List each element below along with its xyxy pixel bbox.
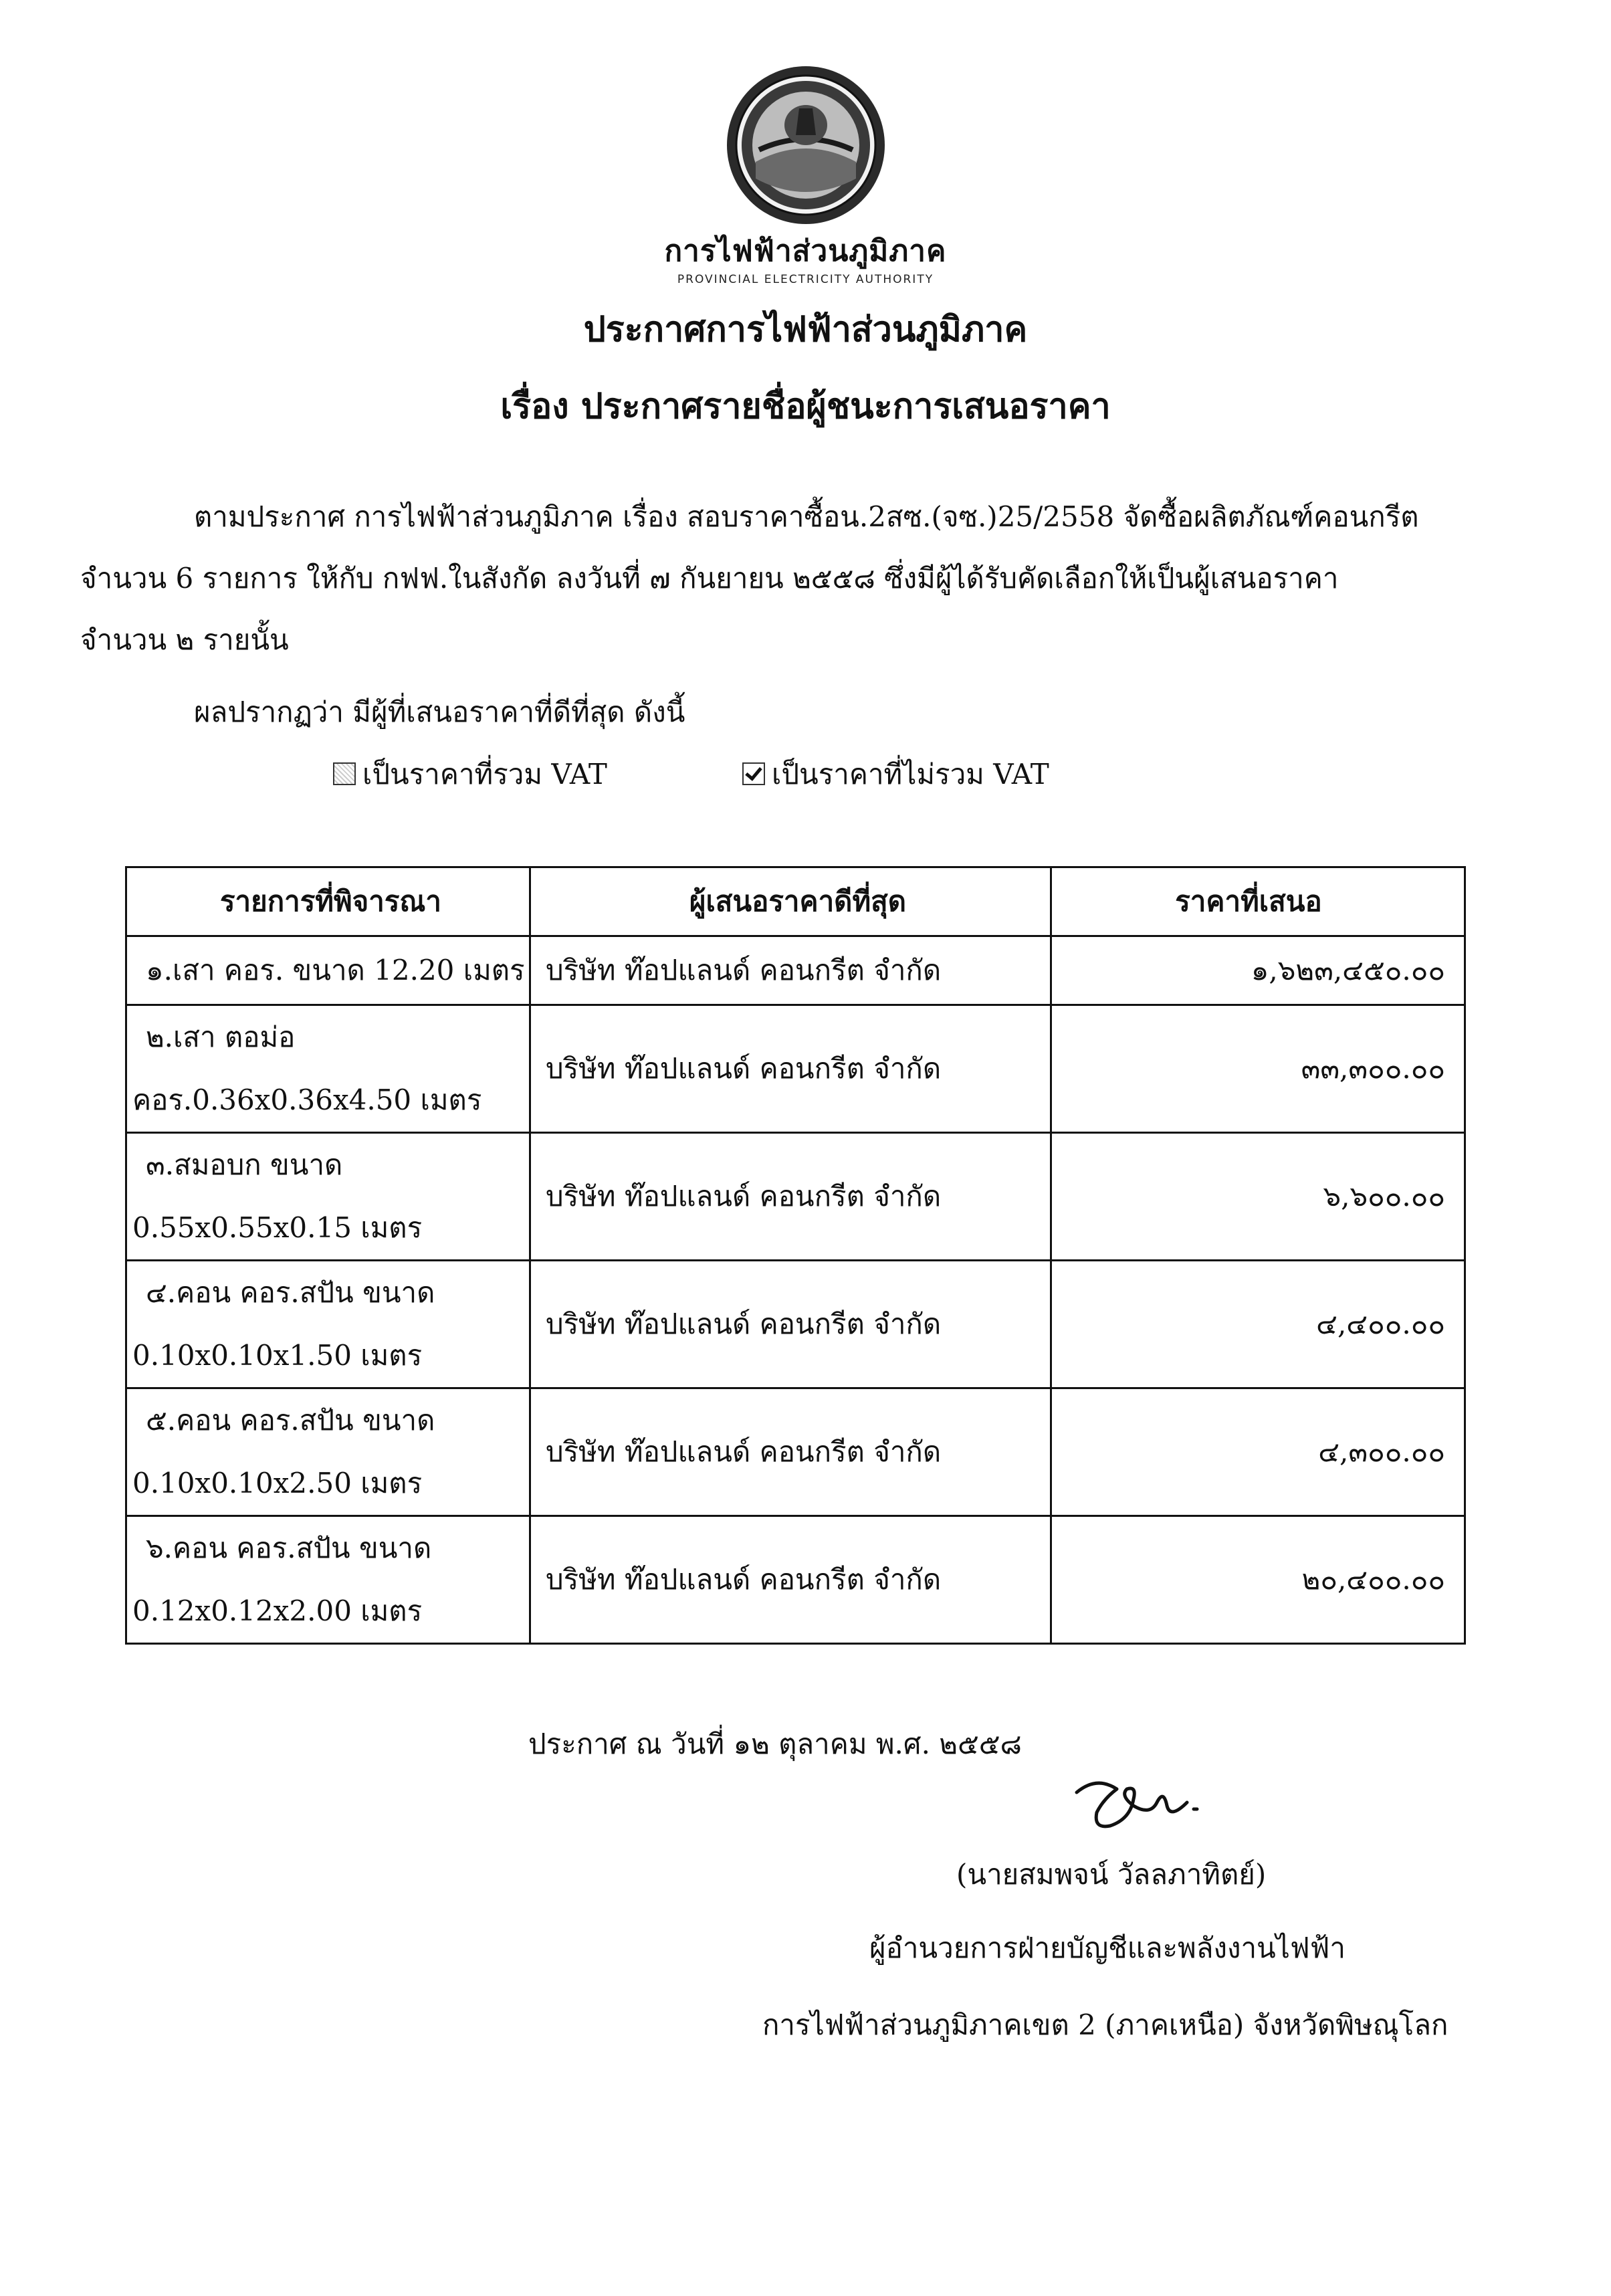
vat-included-checkbox — [333, 762, 356, 785]
item-cell — [126, 936, 530, 1005]
table-row — [126, 1005, 1465, 1133]
bidder-cell: บริษัท ท๊อปแลนด์ คอนกรีต จำกัด — [530, 936, 1051, 1005]
price-cell: ๖,๖๐๐.๐๐ — [1051, 1133, 1465, 1261]
table-header-row — [126, 867, 1465, 936]
body-paragraph-line-3: จำนวน ๒ รายนั้น — [80, 623, 289, 656]
body-paragraph-line-1: ตามประกาศ การไฟฟ้าส่วนภูมิภาค เรื่อง สอบราคาซื้อน.2สซ.(จซ.)25/2558 จัดซื้อผลิตภัณฑ์คอนกรีต — [194, 500, 1419, 533]
vat-excluded-checkbox — [742, 762, 765, 785]
item-cell — [126, 1516, 530, 1644]
table-row — [126, 1133, 1465, 1261]
result-intro: ผลปรากฏว่า มีผู้ที่เสนอราคาที่ดีที่สุด ดังนี้ — [194, 696, 685, 728]
item-spec: 0.12x0.12x2.00 เมตร — [132, 1594, 423, 1627]
signatory-office: การไฟฟ้าส่วนภูมิภาคเขต 2 (ภาคเหนือ) จังหวัดพิษณุโลก — [762, 2008, 1448, 2041]
body-paragraph-line-2: จำนวน 6 รายการ ให้กับ กฟฟ.ในสังกัด ลงวันที่ ๗ กันยายน ๒๕๕๘ ซึ่งมีผู้ได้รับคัดเลือกให้เป็นผู้เสนอราคา — [80, 562, 1339, 595]
col-header-price: ราคาที่เสนอ — [1051, 867, 1465, 936]
price-cell: ๓๓,๓๐๐.๐๐ — [1051, 1005, 1465, 1133]
item-cell — [126, 1005, 530, 1133]
bidder-cell: บริษัท ท๊อปแลนด์ คอนกรีต จำกัด — [530, 1261, 1051, 1388]
item-spec: 0.55x0.55x0.15 เมตร — [132, 1211, 423, 1244]
price-cell: ๒๐,๔๐๐.๐๐ — [1051, 1516, 1465, 1644]
item-name: ๑.เสา คอร. ขนาด 12.20 เมตร — [146, 954, 525, 986]
item-cell — [126, 1388, 530, 1516]
item-cell — [126, 1261, 530, 1388]
price-cell: ๔,๓๐๐.๐๐ — [1051, 1388, 1465, 1516]
vat-included-label: เป็นราคาที่รวม VAT — [362, 758, 607, 791]
bidder-cell: บริษัท ท๊อปแลนด์ คอนกรีต จำกัด — [530, 1133, 1051, 1261]
col-header-bidder: ผู้เสนอราคาดีที่สุด — [530, 867, 1051, 936]
org-name-thai: การไฟฟ้าส่วนภูมิภาค — [664, 234, 947, 268]
bidder-cell: บริษัท ท๊อปแลนด์ คอนกรีต จำกัด — [530, 1516, 1051, 1644]
vat-excluded-label: เป็นราคาที่ไม่รวม VAT — [772, 758, 1049, 791]
item-spec: คอร.0.36x0.36x4.50 เมตร — [132, 1083, 482, 1116]
org-name-english: PROVINCIAL ELECTRICITY AUTHORITY — [677, 273, 934, 286]
pea-logo-seal — [722, 62, 889, 229]
vat-included-option — [333, 752, 607, 797]
bidder-cell: บริษัท ท๊อปแลนด์ คอนกรีต จำกัด — [530, 1388, 1051, 1516]
item-spec: 0.10x0.10x2.50 เมตร — [132, 1467, 423, 1499]
announcement-date: ประกาศ ณ วันที่ ๑๒ ตุลาคม พ.ศ. ๒๕๕๘ — [528, 1728, 1022, 1760]
table-row — [126, 936, 1465, 1005]
announcement-title: ประกาศการไฟฟ้าส่วนภูมิภาค — [583, 309, 1028, 350]
item-name: ๒.เสา ตอม่อ — [146, 1021, 296, 1053]
announcement-subject: เรื่อง ประกาศรายชื่อผู้ชนะการเสนอราคา — [500, 386, 1111, 427]
item-name: ๕.คอน คอร.สปัน ขนาด — [146, 1404, 435, 1437]
item-name: ๓.สมอบก ขนาด — [146, 1148, 343, 1181]
price-cell: ๔,๔๐๐.๐๐ — [1051, 1261, 1465, 1388]
table-row — [126, 1261, 1465, 1388]
price-cell: ๑,๖๒๓,๔๕๐.๐๐ — [1051, 936, 1465, 1005]
table-row — [126, 1516, 1465, 1644]
bidder-cell: บริษัท ท๊อปแลนด์ คอนกรีต จำกัด — [530, 1005, 1051, 1133]
item-name: ๔.คอน คอร.สปัน ขนาด — [146, 1276, 435, 1309]
item-name: ๖.คอน คอร.สปัน ขนาด — [146, 1532, 432, 1564]
col-header-item: รายการที่พิจารณา — [126, 867, 530, 936]
handwritten-signature — [1070, 1772, 1244, 1846]
signatory-position: ผู้อำนวยการฝ่ายบัญชีและพลังงานไฟฟ้า — [869, 1932, 1346, 1964]
item-cell — [126, 1133, 530, 1261]
bid-results-table — [125, 866, 1466, 1645]
signatory-name: (นายสมพจน์ วัลลภาทิตย์) — [956, 1858, 1267, 1891]
item-spec: 0.10x0.10x1.50 เมตร — [132, 1339, 423, 1372]
table-row — [126, 1388, 1465, 1516]
vat-excluded-option — [742, 752, 1049, 797]
